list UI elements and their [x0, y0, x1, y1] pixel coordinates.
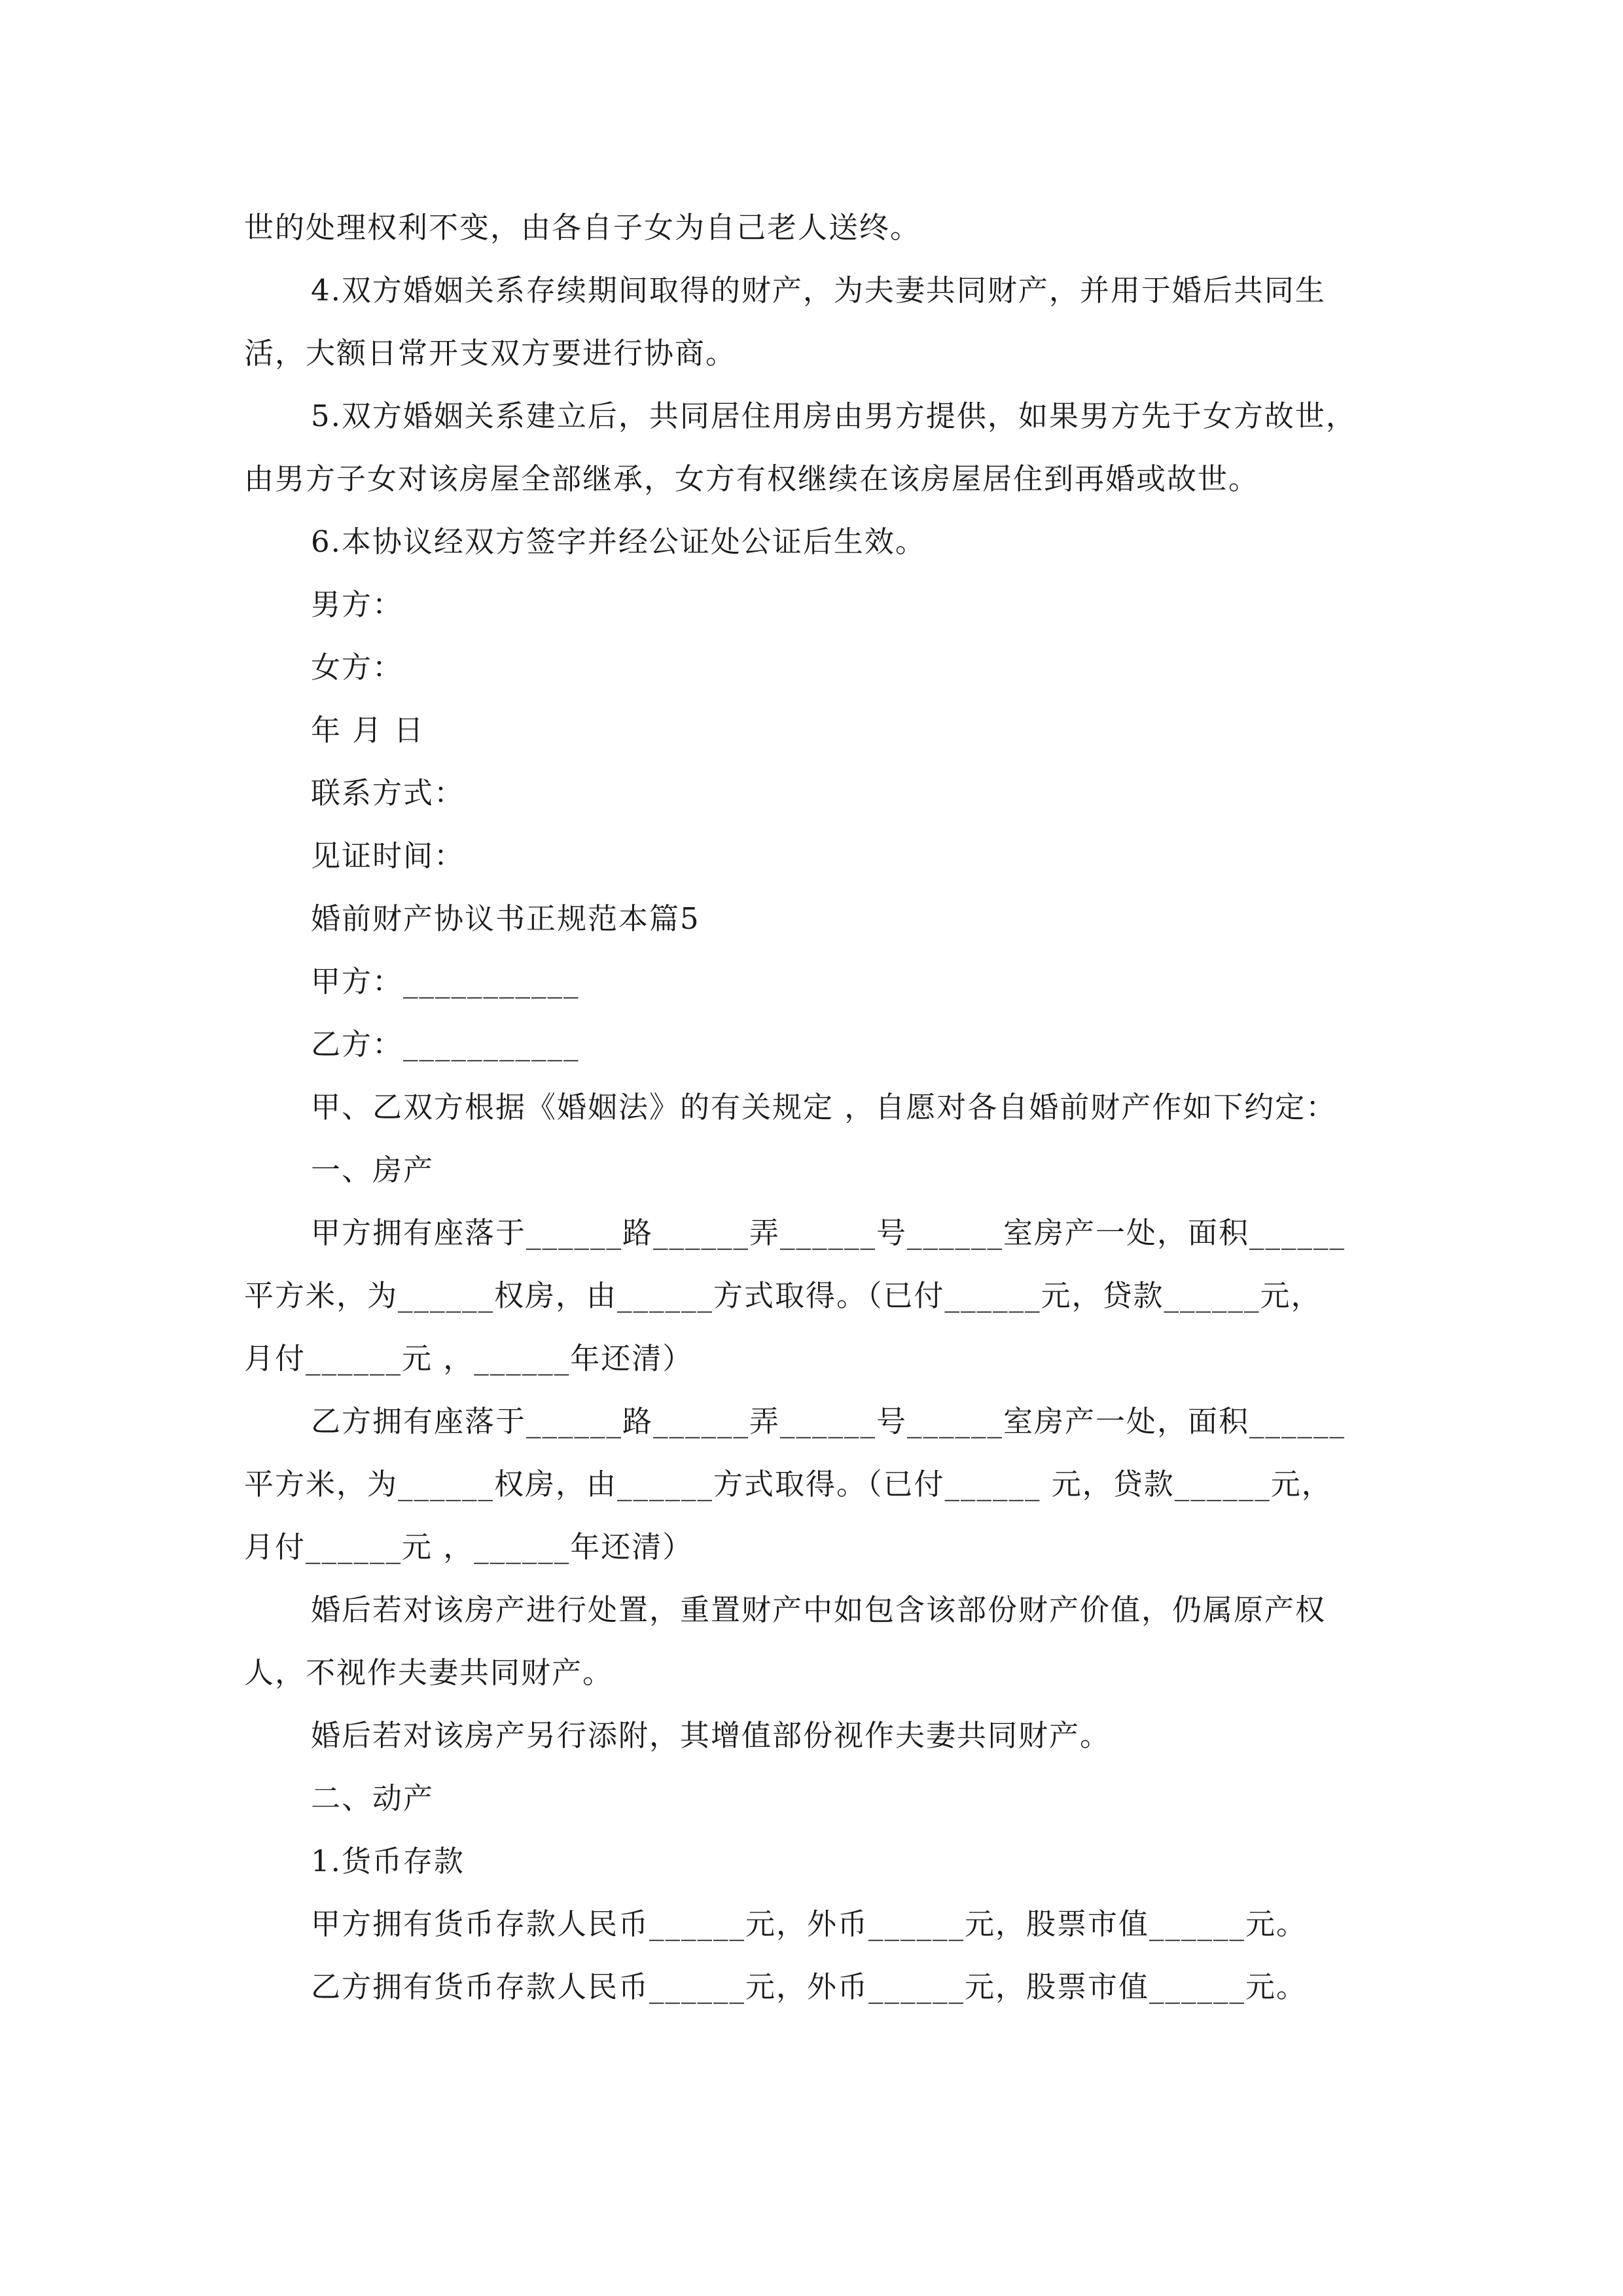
- paragraph-line: 乙方拥有货币存款人民币______元，外币______元，股票市值______元。: [311, 1969, 1308, 2004]
- paragraph-line: 月付______元 ，______年还清）: [244, 1530, 694, 1564]
- paragraph-line: 乙方拥有座落于______路______弄______号______室房产一处，面积______: [311, 1404, 1346, 1439]
- paragraph-line: 甲方拥有货币存款人民币______元，外币______元，股票市值______元。: [311, 1907, 1308, 1941]
- signature-label-male: 男方：: [311, 587, 404, 622]
- paragraph-line: 婚后若对该房产进行处置，重置财产中如包含该部份财产价值，仍属原产权: [311, 1592, 1327, 1627]
- party-a-line: 甲方：___________: [311, 964, 580, 999]
- paragraph-line: 4.双方婚姻关系存续期间取得的财产，为夫妻共同财产，并用于婚后共同生: [311, 273, 1326, 308]
- date-line: 年 月 日: [311, 713, 425, 747]
- signature-label-female: 女方：: [311, 650, 404, 685]
- paragraph-line: 活，大额日常开支双方要进行协商。: [244, 336, 737, 370]
- party-b-line: 乙方：___________: [311, 1027, 580, 1062]
- paragraph-line: 甲方拥有座落于______路______弄______号______室房产一处，面积______: [311, 1215, 1346, 1250]
- paragraph-line: 5.双方婚姻关系建立后，共同居住用房由男方提供，如果男方先于女方故世，: [311, 399, 1357, 433]
- subheading-movable-property: 二、动产: [311, 1781, 435, 1816]
- witness-time-label: 见证时间：: [311, 838, 465, 873]
- paragraph-line: 人，不视作夫妻共同财产。: [244, 1655, 614, 1690]
- section-heading: 婚前财产协议书正规范本篇5: [311, 901, 700, 936]
- paragraph-line: 世的处理权利不变，由各自子女为自己老人送终。: [244, 210, 921, 245]
- paragraph-line: 甲、乙双方根据《婚姻法》的有关规定 ，自愿对各自婚前财产作如下约定：: [311, 1090, 1337, 1124]
- paragraph-line: 婚后若对该房产另行添附，其增值部份视作夫妻共同财产。: [311, 1718, 1111, 1753]
- subheading-deposits: 1.货币存款: [311, 1844, 465, 1878]
- subheading-real-estate: 一、房产: [311, 1153, 435, 1187]
- paragraph-line: 6.本协议经双方签字并经公证处公证后生效。: [311, 524, 926, 559]
- paragraph-line: 平方米，为______权房，由______方式取得。（已付______元，贷款______元，: [244, 1278, 1322, 1313]
- paragraph-line: 月付______元 ，______年还清）: [244, 1341, 694, 1376]
- paragraph-line: 平方米，为______权房，由______方式取得。（已付______ 元，贷款______元，: [244, 1467, 1332, 1501]
- paragraph-line: 由男方子女对该房屋全部继承，女方有权继续在该房屋居住到再婚或故世。: [244, 461, 1260, 496]
- contact-label: 联系方式：: [311, 776, 465, 810]
